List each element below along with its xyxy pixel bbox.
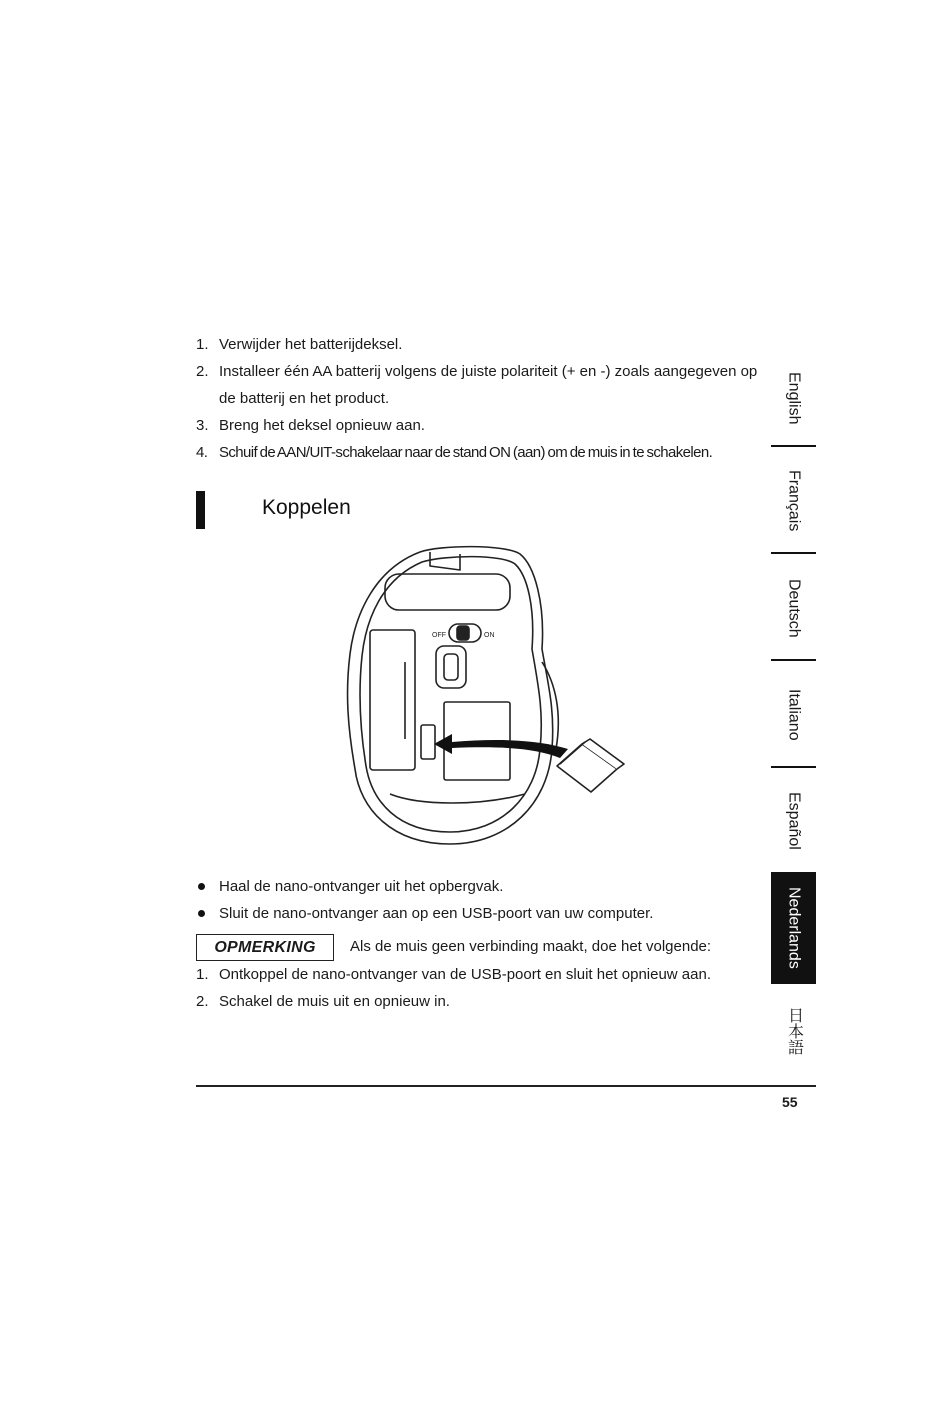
mouse-receiver-illustration: [330, 544, 630, 846]
pairing-bullets: [196, 873, 756, 927]
bottom-pad: [390, 794, 525, 803]
tab-italiano[interactable]: [771, 667, 816, 763]
tab-label: Deutsch: [785, 578, 803, 638]
note-text: Als de muis geen verbinding maakt, doe het volgende:: [350, 938, 712, 955]
switch-knob: [457, 626, 469, 640]
receiver-slot: [421, 725, 435, 759]
tab-divider: [771, 766, 816, 768]
thumb-curve: [542, 662, 558, 749]
bullet-icon: [198, 910, 205, 917]
tab-english[interactable]: [771, 352, 816, 444]
tab-nederlands[interactable]: [771, 872, 816, 984]
sensor-outer: [436, 646, 466, 688]
bullet-text: Sluit de nano-ontvanger aan op een USB-poort van uw computer.: [219, 905, 654, 922]
switch-on-label: ON: [484, 632, 495, 639]
mouse-inner-outline: [360, 557, 541, 832]
tab-deutsch[interactable]: [771, 560, 816, 656]
step-number: 3.: [196, 417, 209, 434]
step-text: Schakel de muis uit en opnieuw in.: [219, 993, 450, 1010]
footer-rule: [196, 1085, 816, 1087]
tab-label: Nederlands: [785, 887, 803, 969]
switch-off-label: OFF: [432, 632, 446, 639]
nano-receiver: [557, 739, 624, 792]
step-item: [196, 331, 766, 358]
tab-divider: [771, 552, 816, 554]
heading-marker-bar: [196, 491, 205, 529]
section-heading: Koppelen: [262, 496, 351, 519]
tab-japanese[interactable]: [771, 998, 816, 1064]
step-number: 2.: [196, 363, 209, 380]
sensor-inner: [444, 654, 458, 680]
tab-label: Italiano: [785, 689, 803, 741]
insert-arrow: [434, 734, 568, 758]
step-number: 4.: [196, 444, 208, 461]
bullet-icon: [198, 883, 205, 890]
step-number: 2.: [196, 993, 209, 1010]
note-steps: [196, 961, 766, 1015]
top-notch: [430, 552, 460, 570]
list-item: [196, 900, 756, 927]
step-item: [196, 412, 766, 439]
tab-espanol[interactable]: [771, 774, 816, 868]
tab-francais[interactable]: [771, 452, 816, 550]
step-text: Ontkoppel de nano-ontvanger van de USB-poort en sluit het opnieuw aan.: [219, 966, 711, 983]
top-pad: [385, 574, 510, 610]
tab-label: 日本語: [785, 1007, 803, 1055]
step-item: [196, 988, 766, 1015]
step-item: [196, 358, 766, 412]
step-item: [196, 439, 766, 466]
step-text: Installeer één AA batterij volgens de juiste polariteit (+ en -) zoals aangegeven op de batterij en het product.: [219, 363, 758, 407]
tab-divider: [771, 445, 816, 447]
step-item: [196, 961, 766, 988]
tab-label: English: [785, 371, 803, 425]
step-text: Schuif de AAN/UIT-schakelaar naar de stand ON (aan) om de muis in te schakelen.: [219, 444, 713, 461]
tab-label: Français: [785, 470, 803, 532]
tab-divider: [771, 659, 816, 661]
bullet-text: Haal de nano-ontvanger uit het opbergvak.: [219, 878, 504, 895]
step-number: 1.: [196, 966, 209, 983]
step-text: Verwijder het batterijdeksel.: [219, 336, 403, 353]
list-item: [196, 873, 756, 900]
tab-label: Español: [785, 792, 803, 850]
note-label: OPMERKING: [196, 934, 334, 961]
battery-cover: [370, 630, 415, 770]
step-text: Breng het deksel opnieuw aan.: [219, 417, 425, 434]
step-number: 1.: [196, 336, 209, 353]
battery-install-steps: [196, 331, 766, 466]
page-number: 55: [782, 1094, 798, 1110]
